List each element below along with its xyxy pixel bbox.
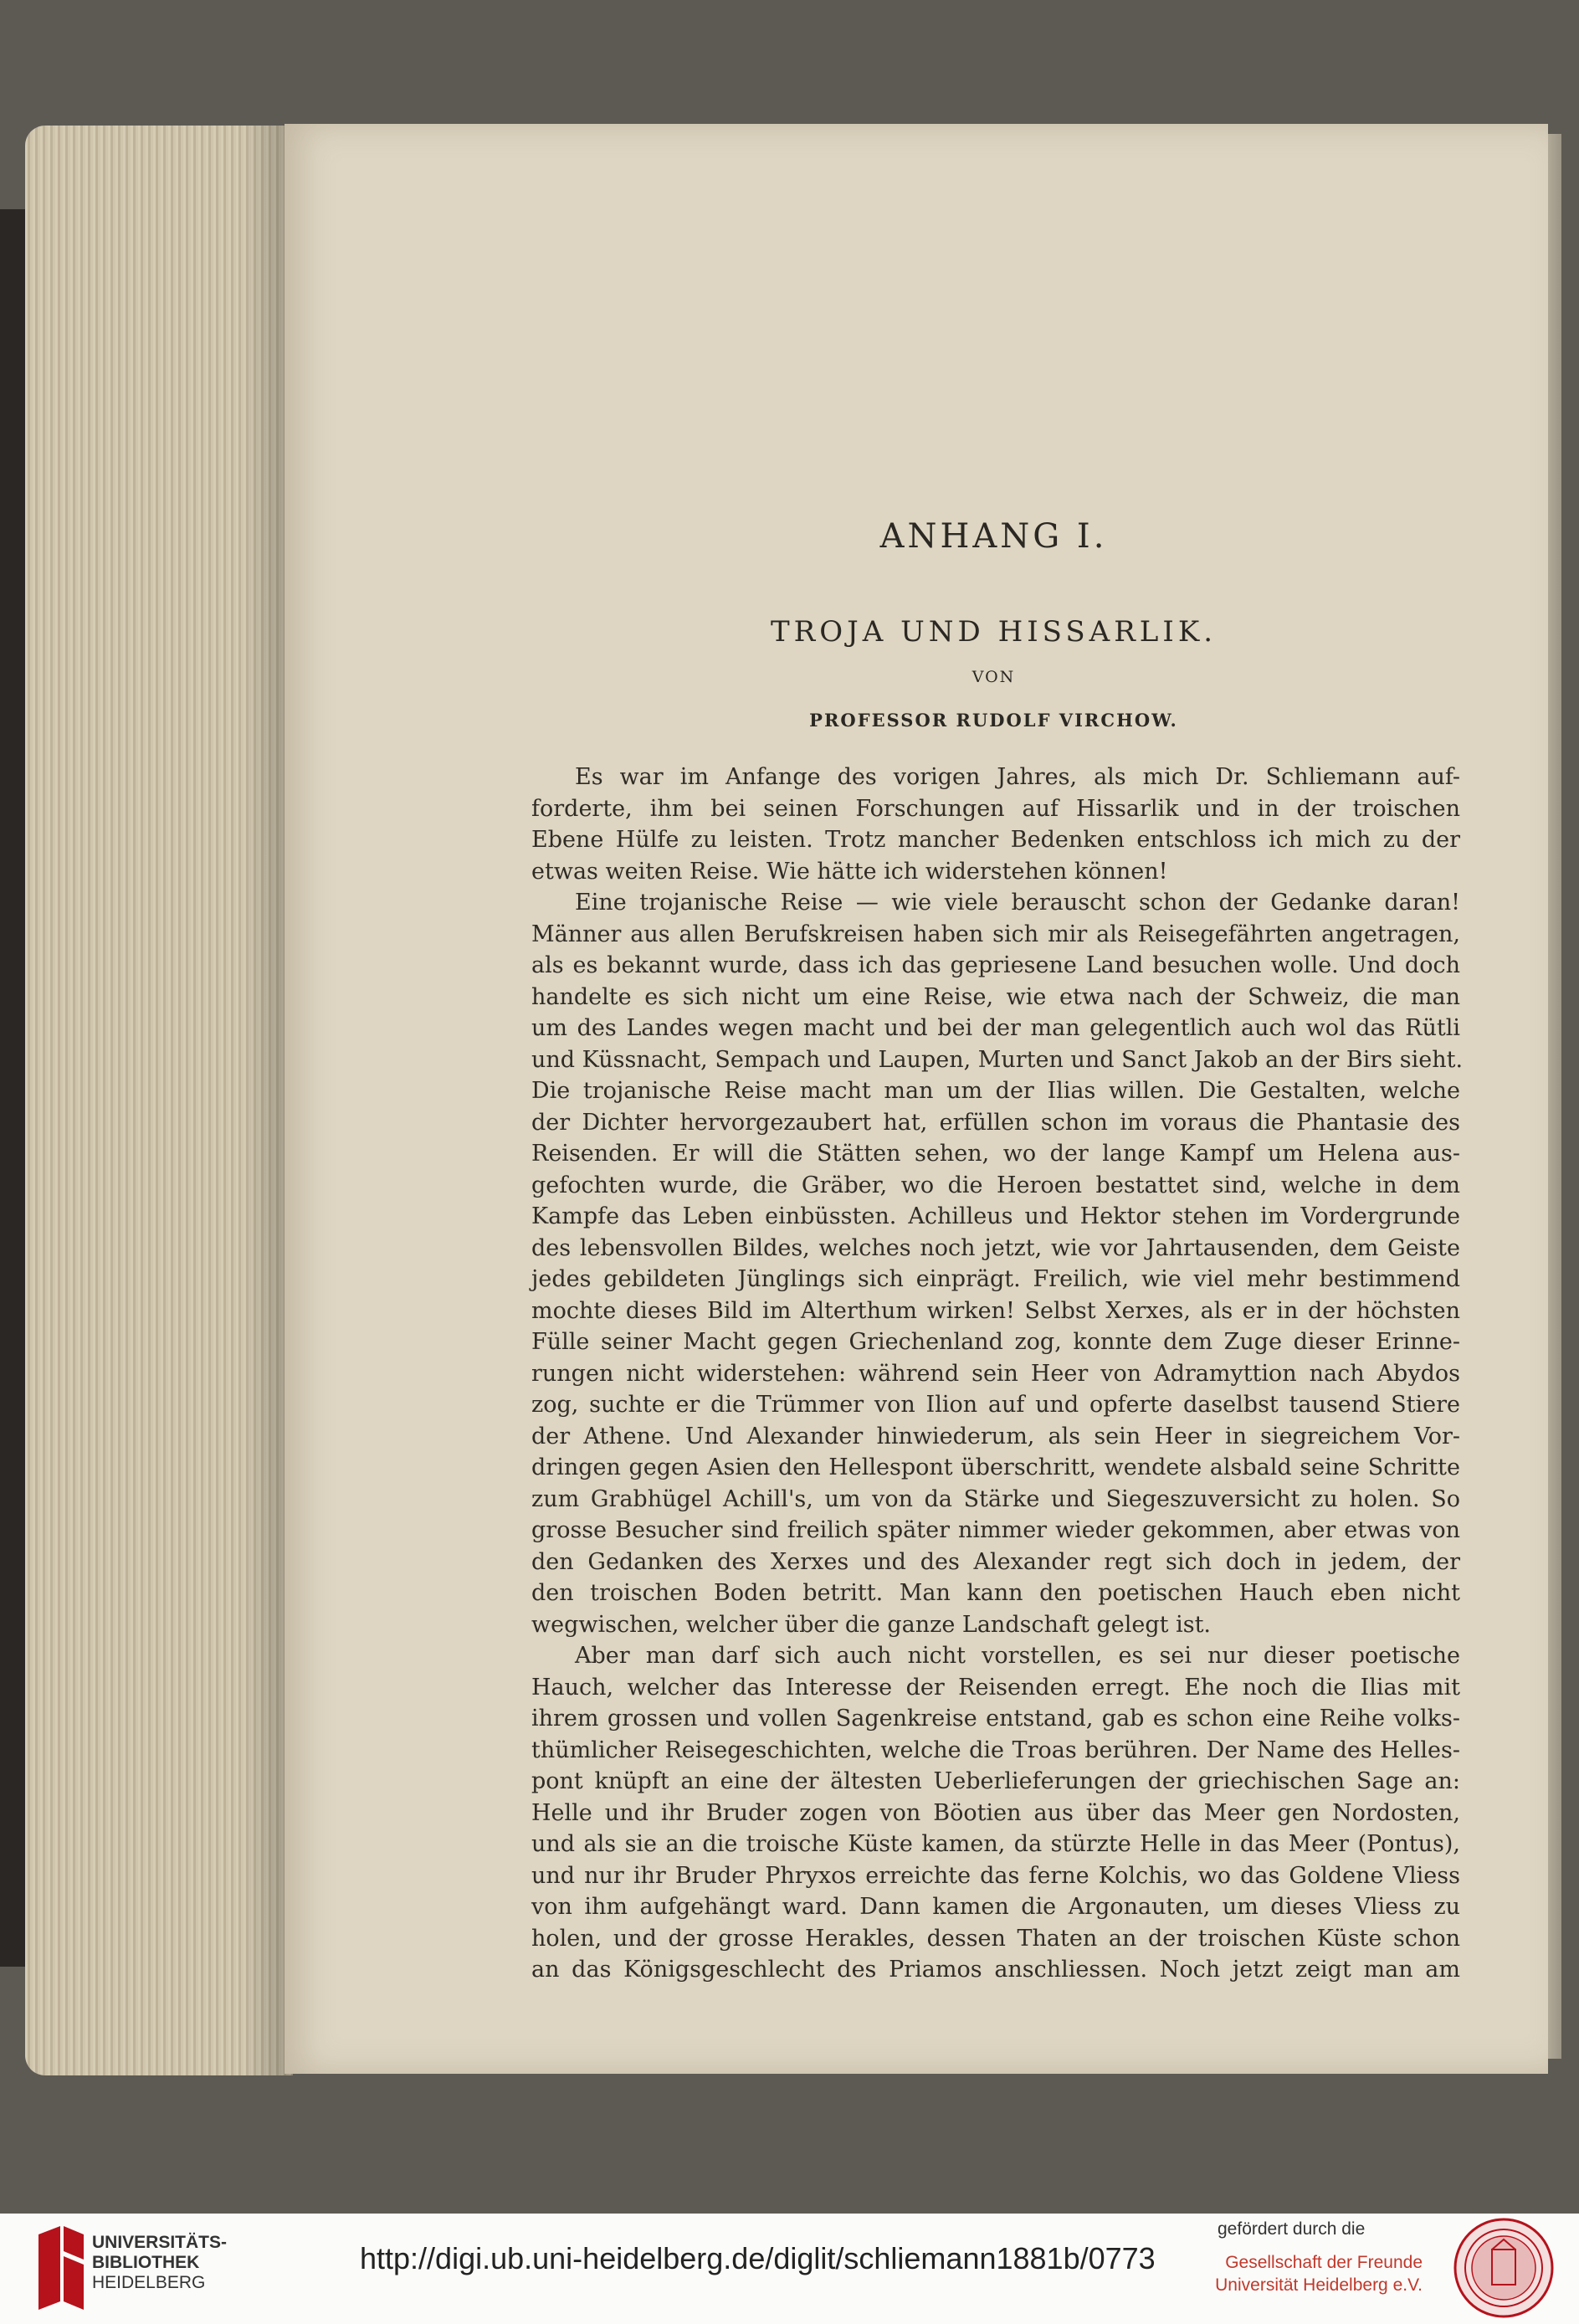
text-line: gefochten wurde, die Gräber, wo die Heroen bestattet sind, welche in dem	[531, 1172, 1460, 1198]
text-line: und nur ihr Bruder Phryxos erreichte das ferne Kolchis, wo das Goldene Vliess	[531, 1862, 1460, 1889]
library-line: BIBLIOTHEK	[92, 2253, 200, 2272]
text-line: von ihm aufgehängt ward. Dann kamen die Argonauten, um dieses Vliess zu	[531, 1894, 1460, 1920]
text-line: jedes gebildeten Jünglings sich einprägt. Freilich, wie viel mehr bestimmend	[531, 1266, 1460, 1292]
text-line: Ebene Hülfe zu leisten. Trotz mancher Bedenken entschloss ich mich zu der	[531, 827, 1460, 853]
text-line: ihrem grossen und vollen Sagenkreise entstand, gab es schon eine Reihe volks-	[531, 1706, 1460, 1731]
author-name: PROFESSOR RUDOLF VIRCHOW.	[809, 710, 1178, 731]
university-seal-icon	[1452, 2216, 1556, 2320]
text-line: um des Landes wegen macht und bei der man gelegentlich auch wol das Rütli	[531, 1015, 1460, 1041]
page-block	[25, 126, 293, 2075]
library-line: HEIDELBERG	[92, 2273, 206, 2292]
text-line: den troischen Boden betritt. Man kann den poetischen Hauch eben nicht	[531, 1580, 1460, 1606]
library-line: UNIVERSITÄTS-	[92, 2233, 228, 2252]
appendix-heading: ANHANG I.	[879, 517, 1108, 556]
text-line: dringen gegen Asien den Hellespont überschritt, wendete alsbald seine Schritte	[531, 1454, 1460, 1480]
sponsor-line: Universität Heidelberg e.V.	[1215, 2275, 1423, 2295]
text-line: Die trojanische Reise macht man um der Ilias willen. Die Gestalten, welche	[531, 1078, 1460, 1104]
text-line: mochte dieses Bild im Alterthum wirken! Selbst Xerxes, als er in der höchsten	[531, 1297, 1460, 1324]
library-name	[92, 2233, 227, 2293]
text-line: Kampfe das Leben einbüssten. Achilleus und Hektor stehen im Vordergrunde	[531, 1203, 1460, 1229]
text-line: Aber man darf sich auch nicht vorstellen, es sei nur dieser poetische	[575, 1643, 1460, 1669]
sponsor-name	[1192, 2251, 1423, 2296]
text-line: der Athene. Und Alexander hinwiederum, als sein Heer in siegreichem Vor-	[531, 1423, 1460, 1449]
chapter-title: TROJA UND HISSARLIK.	[770, 615, 1218, 649]
text-line: forderte, ihm bei seinen Forschungen auf Hissarlik und in der troischen	[531, 795, 1460, 822]
text-line: etwas weiten Reise. Wie hätte ich widerstehen können!	[531, 858, 1168, 885]
text-line: thümlicher Reisegeschichten, welche die Troas berühren. Der Name des Helles-	[531, 1737, 1460, 1763]
text-line: wegwischen, welcher über die ganze Landschaft gelegt ist.	[531, 1611, 1212, 1638]
sponsor-line: Gesellschaft der Freunde	[1225, 2253, 1423, 2272]
text-line: zog, suchte er die Trümmer von Ilion auf und opferte daselbst tausend Stiere	[531, 1392, 1460, 1418]
text-line: Hauch, welcher das Interesse der Reisenden erregt. Ehe noch die Ilias mit	[531, 1674, 1460, 1701]
text-line: an das Königsgeschlecht des Priamos anschliessen. Noch jetzt zeigt man am	[531, 1957, 1460, 1983]
library-logo-icon[interactable]	[35, 2226, 87, 2310]
text-line: den Gedanken des Xerxes und des Alexander regt sich doch in jedem, der	[531, 1548, 1460, 1575]
sponsor-label: gefördert durch die	[1218, 2219, 1366, 2239]
text-line: grosse Besucher sind freilich später nimmer wieder gekommen, aber etwas von	[531, 1517, 1460, 1543]
text-line: Helle und ihr Bruder zogen von Böotien aus über das Meer gen Nordosten,	[531, 1799, 1460, 1826]
text-line: Reisenden. Er will die Stätten sehen, wo der lange Kampf um Helena aus-	[531, 1141, 1460, 1167]
text-line: und als sie an die troische Küste kamen, da stürzte Helle in das Meer (Pontus),	[531, 1831, 1460, 1857]
text-line: Fülle seiner Macht gegen Griechenland zog, konnte dem Zuge dieser Erinne-	[531, 1329, 1460, 1355]
text-line: Es war im Anfange des vorigen Jahres, als mich Dr. Schliemann auf-	[575, 764, 1460, 790]
text-line: Männer aus allen Berufskreisen haben sich mir als Reisegefährten angetragen,	[531, 921, 1460, 947]
source-url-link[interactable]: http://digi.ub.uni-heidelberg.de/diglit/schliemann1881b/0773	[360, 2241, 1156, 2275]
text-line: Eine trojanische Reise — wie viele berauscht schon der Gedanke daran!	[575, 890, 1460, 916]
text-line: rungen nicht widerstehen: während sein Heer von Adramyttion nach Abydos	[531, 1360, 1460, 1387]
text-line: handelte es sich nicht um eine Reise, wie etwa nach der Schweiz, die man	[531, 983, 1460, 1010]
by-label: VON	[971, 668, 1016, 686]
body-text	[531, 762, 1464, 1986]
text-line: holen, und der grosse Herakles, dessen Thaten an der troischen Küste schon	[531, 1925, 1460, 1952]
text-line: des lebensvollen Bildes, welches noch jetzt, wie vor Jahrtausenden, dem Geiste	[531, 1234, 1460, 1261]
text-line: und Küssnacht, Sempach und Laupen, Murten und Sanct Jakob an der Birs sieht.	[531, 1046, 1464, 1073]
text-line: pont knüpft an eine der ältesten Ueberlieferungen der griechischen Sage an:	[531, 1768, 1460, 1794]
text-line: als es bekannt wurde, dass ich das gepriesene Land besuchen wolle. Und doch	[531, 952, 1460, 978]
text-line: zum Grabhügel Achill's, um von da Stärke und Siegeszuversicht zu holen. So	[531, 1485, 1460, 1512]
text-line: der Dichter hervorgezaubert hat, erfüllen schon im voraus die Phantasie des	[531, 1109, 1460, 1136]
